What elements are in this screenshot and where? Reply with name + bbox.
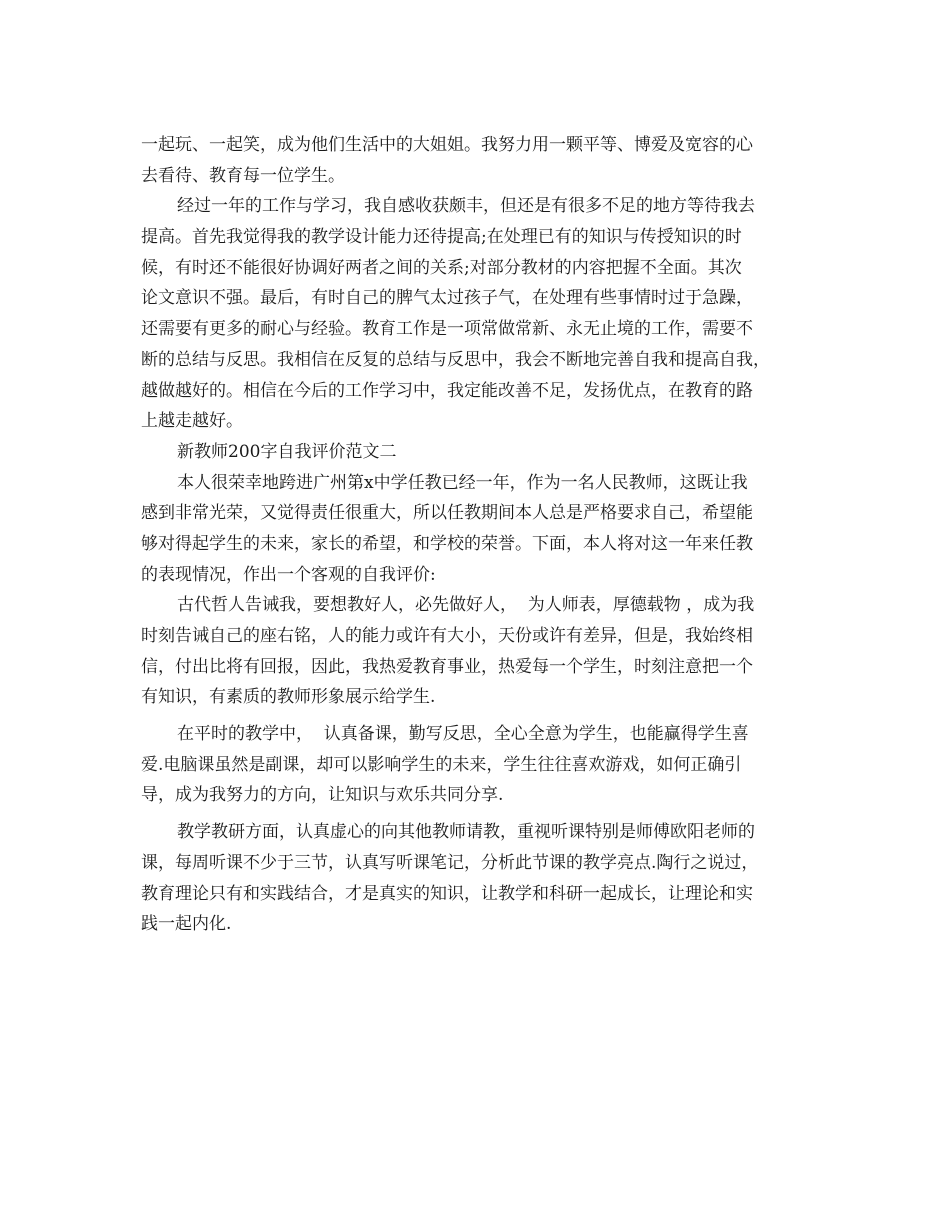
text-line: 有知识，有素质的教师形象展示给学生.	[141, 687, 436, 708]
text-line: 在平时的教学中， 认真备课，勤写反思，全心全意为学生，也能赢得学生喜	[177, 724, 749, 745]
text-line: 越做越好的。相信在今后的工作学习中，我定能改善不足，发扬优点，在教育的路	[141, 380, 753, 401]
text-line: 本人很荣幸地跨进广州第x中学任教已经一年，作为一名人民教师，这既让我	[177, 472, 748, 493]
text-line: 教育理论只有和实践结合，才是真实的知识，让教学和科研一起成长，让理论和实	[141, 883, 753, 904]
text-line: 去看待、教育每一位学生。	[141, 165, 345, 186]
text-line: 导，成为我努力的方向，让知识与欢乐共同分享.	[141, 785, 504, 806]
text-line: 课，每周听课不少于三节，认真写听课笔记，分析此节课的教学亮点.陶行之说过，	[141, 852, 759, 873]
text-line: 候，有时还不能很好协调好两者之间的关系;对部分教材的内容把握不全面。其次	[141, 257, 742, 278]
text-line: 新教师200字自我评价范文二	[177, 441, 397, 462]
text-line: 经过一年的工作与学习，我自感收获颇丰，但还是有很多不足的地方等待我去	[177, 196, 755, 217]
text-line: 上越走越好。	[141, 411, 243, 432]
text-line: 提高。首先我觉得我的教学设计能力还待提高;在处理已有的知识与传授知识的时	[141, 227, 742, 248]
text-line: 信，付出比将有回报，因此，我热爱教育事业，热爱每一个学生，时刻注意把一个	[141, 656, 753, 677]
text-line: 的表现情况，作出一个客观的自我评价:	[141, 564, 436, 585]
document-body	[141, 130, 821, 940]
text-line: 感到非常光荣，又觉得责任很重大，所以任教期间本人总是严格要求自己，希望能	[141, 503, 753, 524]
text-line: 论文意识不强。最后，有时自己的脾气太过孩子气，在处理有些事情时过于急躁，	[141, 288, 753, 309]
text-line: 践一起内化.	[141, 914, 232, 935]
text-line: 教学教研方面，认真虚心的向其他教师请教，重视听课特别是师傅欧阳老师的	[177, 822, 755, 843]
text-line: 断的总结与反思。我相信在反复的总结与反思中，我会不断地完善自我和提高自我，	[141, 349, 770, 370]
text-line: 爱.电脑课虽然是副课，却可以影响学生的未来，学生往往喜欢游戏，如何正确引	[141, 754, 742, 775]
text-line: 够对得起学生的未来，家长的希望，和学校的荣誉。下面，本人将对这一年来任教	[141, 533, 753, 554]
text-line: 古代哲人告诫我，要想教好人，必先做好人， 为人师表，厚德载物 ，成为我	[177, 595, 755, 616]
text-line: 一起玩、一起笑，成为他们生活中的大姐姐。我努力用一颗平等、博爱及宽容的心	[141, 135, 753, 155]
text-line: 还需要有更多的耐心与经验。教育工作是一项常做常新、永无止境的工作，需要不	[141, 319, 753, 340]
text-line: 时刻告诫自己的座右铭，人的能力或许有大小，天份或许有差异，但是，我始终相	[141, 626, 753, 646]
